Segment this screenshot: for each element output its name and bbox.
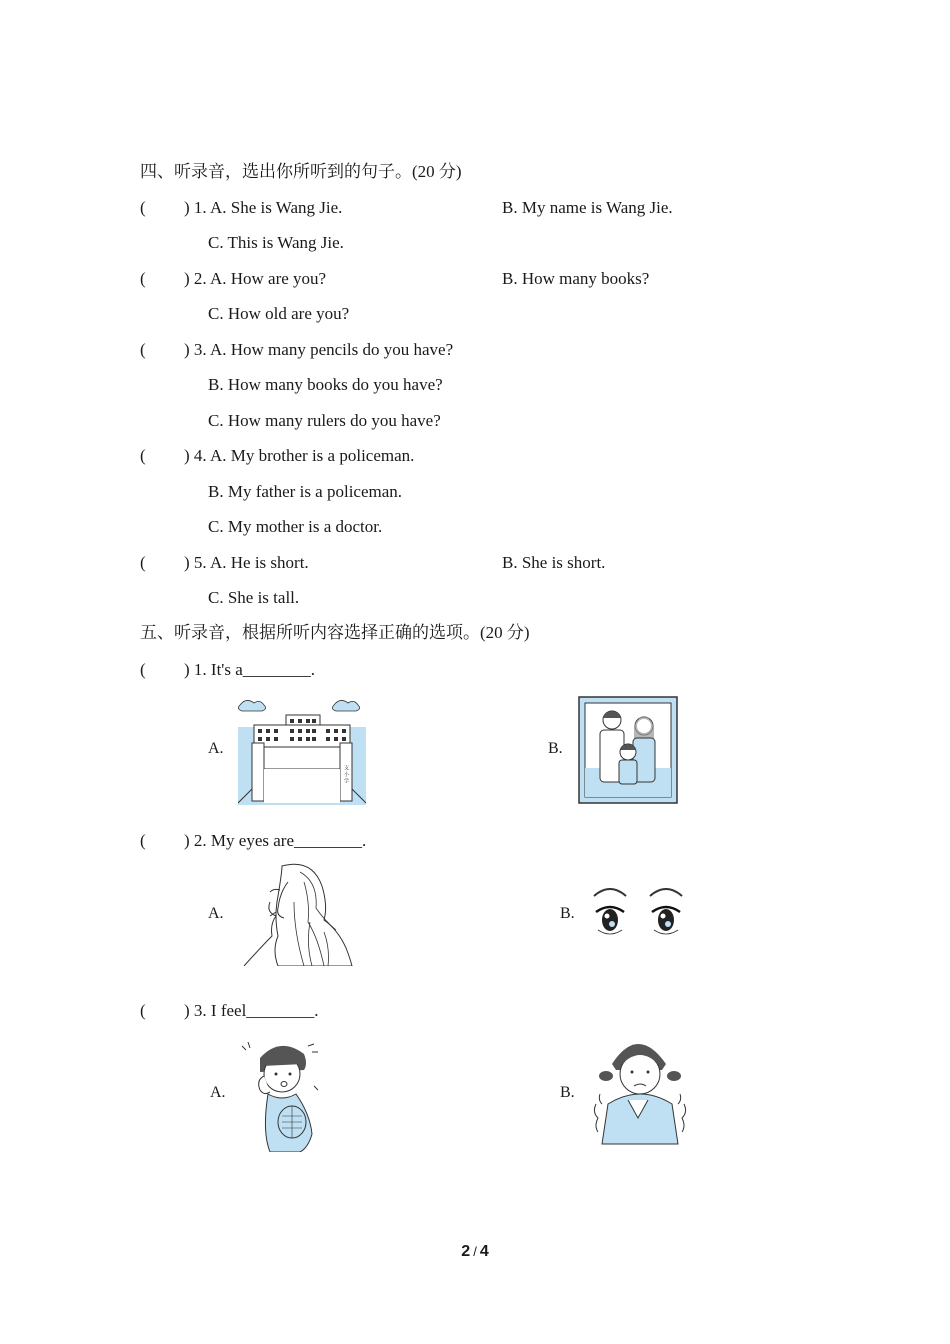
question-5-3-stem: ) 3. I feel________.	[184, 1001, 319, 1020]
school-sign: 支 小 学	[343, 765, 349, 784]
current-page: 2	[461, 1243, 471, 1260]
section-4-heading: 四、听录音，选出你所听到的句子。(20 分)	[140, 162, 462, 181]
question-4-5-option-b: B. She is short.	[502, 553, 606, 572]
answer-paren-4-5[interactable]: (	[140, 553, 146, 572]
question-4-2-option-a: ) 2. A. How are you?	[184, 269, 327, 288]
question-4-5-option-a: ) 5. A. He is short.	[184, 553, 309, 572]
question-4-5-option-c: C. She is tall.	[208, 588, 300, 607]
big-eyes-illustration[interactable]	[590, 884, 690, 940]
answer-paren-5-3[interactable]: (	[140, 1001, 146, 1020]
page-separator: /	[473, 1244, 477, 1259]
page-number	[0, 1243, 950, 1261]
question-5-1-label-b: B.	[548, 740, 563, 757]
question-4-4-option-b: B. My father is a policeman.	[208, 482, 403, 501]
question-5-3-label-b: B.	[560, 1084, 575, 1101]
school-illustration[interactable]	[238, 695, 366, 805]
question-5-3-label-a: A.	[210, 1084, 226, 1101]
question-4-1-option-b: B. My name is Wang Jie.	[502, 198, 673, 217]
question-4-2-option-c: C. How old are you?	[208, 304, 350, 323]
question-4-1-option-c: C. This is Wang Jie.	[208, 233, 344, 252]
answer-paren-4-4[interactable]: (	[140, 446, 146, 465]
question-4-4-option-c: C. My mother is a doctor.	[208, 517, 383, 536]
hot-boy-illustration[interactable]	[238, 1036, 328, 1152]
question-5-2-stem: ) 2. My eyes are________.	[184, 831, 367, 850]
question-5-2-label-b: B.	[560, 905, 575, 922]
question-4-3-option-b: B. How many books do you have?	[208, 375, 443, 394]
question-4-3-option-c: C. How many rulers do you have?	[208, 411, 441, 430]
question-5-2-label-a: A.	[208, 905, 224, 922]
family-photo-illustration[interactable]	[578, 696, 678, 804]
answer-paren-4-3[interactable]: (	[140, 340, 146, 359]
answer-paren-5-1[interactable]: (	[140, 660, 146, 679]
question-4-2-option-b: B. How many books?	[502, 269, 650, 288]
question-5-1-stem: ) 1. It's a________.	[184, 660, 316, 679]
answer-paren-5-2[interactable]: (	[140, 831, 146, 850]
question-4-3-option-a: ) 3. A. How many pencils do you have?	[184, 340, 454, 359]
question-4-4-option-a: ) 4. A. My brother is a policeman.	[184, 446, 415, 465]
answer-paren-4-1[interactable]: (	[140, 198, 146, 217]
section-5-heading: 五、听录音，根据所听内容选择正确的选项。(20 分)	[140, 623, 530, 642]
answer-paren-4-2[interactable]: (	[140, 269, 146, 288]
question-4-1-option-a: ) 1. A. She is Wang Jie.	[184, 198, 343, 217]
question-5-1-label-a: A.	[208, 740, 224, 757]
long-hair-illustration[interactable]	[240, 862, 355, 966]
total-pages: 4	[479, 1243, 489, 1260]
cold-girl-illustration[interactable]	[592, 1034, 688, 1148]
